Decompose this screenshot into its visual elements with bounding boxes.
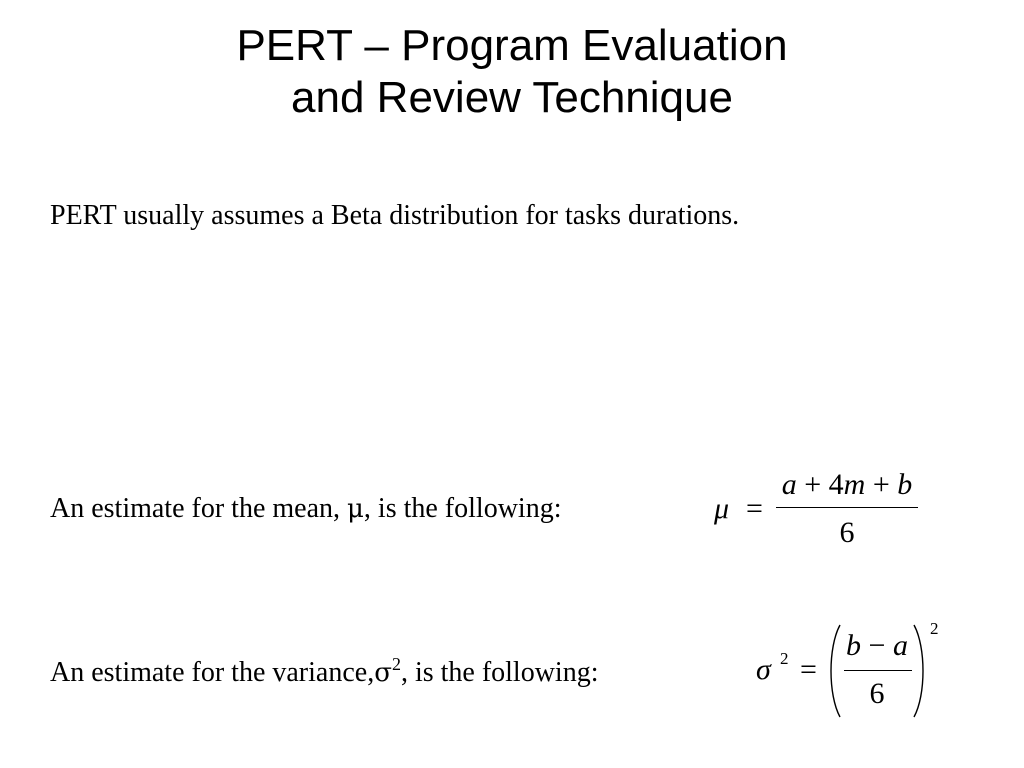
variance-denominator: 6	[869, 677, 885, 710]
title-line-2: and Review Technique	[291, 73, 733, 122]
outer-exponent: 2	[930, 619, 939, 638]
mean-text-before: An estimate for the mean,	[50, 493, 348, 524]
title-line-1: PERT – Program Evaluation	[236, 21, 788, 70]
variance-numerator	[842, 629, 912, 663]
var-a: a	[781, 468, 797, 501]
var-b: b	[846, 629, 862, 662]
formula-mu: μ	[714, 492, 730, 525]
formula-equals: =	[746, 492, 763, 525]
mean-formula	[700, 462, 940, 562]
formula-equals: =	[800, 653, 817, 686]
variance-text-before: An estimate for the variance,	[50, 657, 375, 688]
slide-title	[0, 20, 1024, 124]
variance-description	[50, 656, 598, 690]
var-a: a	[892, 629, 908, 662]
right-parenthesis	[912, 623, 928, 719]
variance-fraction-bar	[844, 670, 912, 671]
mean-numerator	[776, 468, 918, 502]
formula-sigma: σ	[756, 653, 771, 686]
left-parenthesis	[826, 623, 842, 719]
sigma-symbol: σ	[374, 658, 392, 688]
mu-symbol: μ	[347, 494, 364, 524]
mean-fraction-bar	[776, 507, 918, 508]
plus-sign: +	[865, 468, 898, 501]
mean-denominator: 6	[839, 516, 855, 549]
variance-formula	[748, 615, 968, 725]
intro-paragraph: PERT usually assumes a Beta distribution for tasks durations.	[50, 200, 740, 231]
mean-description	[50, 492, 561, 526]
variance-text-after: , is the following:	[400, 657, 599, 688]
formula-sigma-exponent: 2	[780, 649, 789, 668]
mean-text-after: , is the following:	[363, 493, 562, 524]
sigma-exponent: 2	[391, 654, 401, 674]
minus-sign: −	[861, 629, 893, 662]
plus-four: + 4	[796, 468, 844, 501]
var-b: b	[897, 468, 913, 501]
var-m: m	[843, 468, 866, 501]
